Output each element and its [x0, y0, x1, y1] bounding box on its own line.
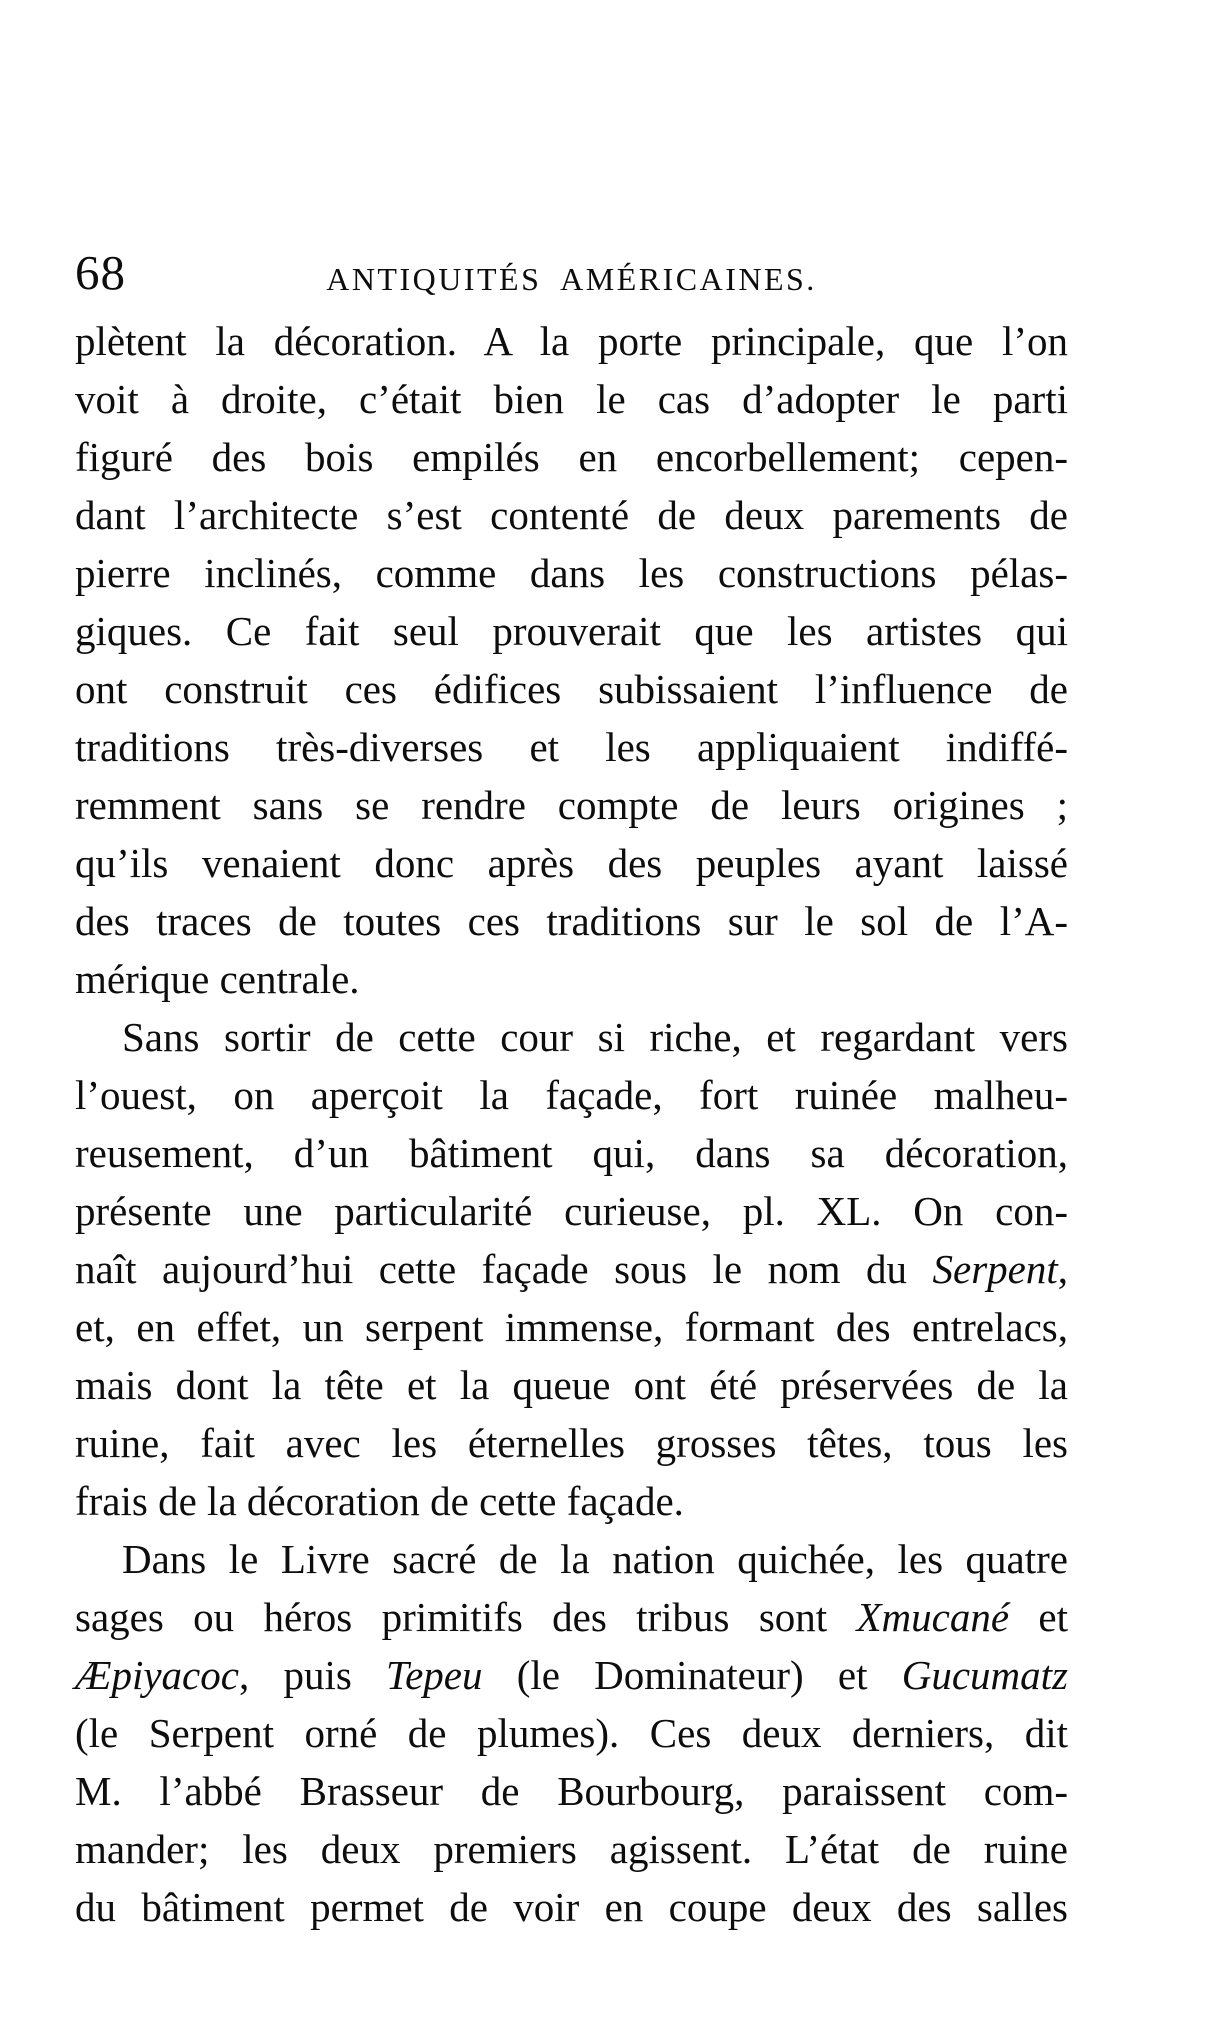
text-line: [75, 660, 1068, 718]
text-segment: figuré des bois empilés en encorbellement; cepen-: [75, 434, 1068, 480]
italic-term: Tepeu: [386, 1652, 483, 1698]
text-line: [75, 1472, 1068, 1530]
text-line: [75, 370, 1068, 428]
text-segment: du bâtiment permet de voir en coupe deux des salles: [75, 1884, 1068, 1930]
text-segment: sages ou héros primitifs des tribus sont: [75, 1594, 857, 1640]
text-line: [75, 1008, 1068, 1066]
text-line: [75, 1182, 1068, 1240]
text-segment: (le Dominateur) et: [482, 1652, 902, 1698]
text-line: [75, 1820, 1068, 1878]
text-segment: frais de la décoration de cette façade.: [75, 1478, 684, 1524]
running-header-title: ANTIQUITÉS AMÉRICAINES.: [326, 261, 817, 297]
text-segment: ruine, fait avec les éternelles grosses têtes, tous les: [75, 1420, 1068, 1466]
text-segment: pierre inclinés, comme dans les constructions pélas-: [75, 550, 1068, 596]
text-line: [75, 1646, 1068, 1704]
text-segment: Dans le Livre sacré de la nation quichée, les quatre: [122, 1536, 1068, 1582]
text-segment: remment sans se rendre compte de leurs origines ;: [75, 782, 1068, 828]
text-segment: et: [1009, 1594, 1068, 1640]
text-line: [75, 1356, 1068, 1414]
text-segment: giques. Ce fait seul prouverait que les artistes qui: [75, 608, 1068, 654]
text-line: [75, 1530, 1068, 1588]
text-line: [75, 1762, 1068, 1820]
page-body-text: [75, 312, 1068, 1936]
text-line: [75, 1704, 1068, 1762]
text-line: [75, 1298, 1068, 1356]
text-segment: M. l’abbé Brasseur de Bourbourg, paraissent com-: [75, 1768, 1068, 1814]
text-line: [75, 834, 1068, 892]
italic-term: Gucumatz: [901, 1652, 1068, 1698]
text-segment: mérique centrale.: [75, 956, 360, 1002]
text-line: [75, 1240, 1068, 1298]
text-segment: dant l’architecte s’est contenté de deux parements de: [75, 492, 1068, 538]
text-line: [75, 776, 1068, 834]
text-line: [75, 1878, 1068, 1936]
text-line: [75, 544, 1068, 602]
italic-term: Æpiyacoc: [75, 1652, 239, 1698]
text-segment: ,: [1057, 1246, 1068, 1292]
page-number: 68: [75, 245, 126, 300]
text-line: [75, 1066, 1068, 1124]
text-segment: mais dont la tête et la queue ont été préservées de la: [75, 1362, 1068, 1408]
text-segment: l’ouest, on aperçoit la façade, fort ruinée malheu-: [75, 1072, 1068, 1118]
text-segment: reusement, d’un bâtiment qui, dans sa décoration,: [75, 1130, 1068, 1176]
text-segment: mander; les deux premiers agissent. L’état de ruine: [75, 1826, 1068, 1872]
italic-term: Serpent: [932, 1246, 1058, 1292]
text-line: [75, 1124, 1068, 1182]
text-segment: et, en effet, un serpent immense, formant des entrelacs,: [75, 1304, 1068, 1350]
text-segment: plètent la décoration. A la porte principale, que l’on: [75, 318, 1068, 364]
text-line: [75, 428, 1068, 486]
italic-term: Xmucané: [856, 1594, 1010, 1640]
text-segment: qu’ils venaient donc après des peuples ayant laissé: [75, 840, 1068, 886]
text-segment: naît aujourd’hui cette façade sous le nom du: [75, 1246, 933, 1292]
text-line: [75, 1414, 1068, 1472]
text-line: [75, 486, 1068, 544]
text-line: [75, 892, 1068, 950]
text-segment: ont construit ces édifices subissaient l’influence de: [75, 666, 1068, 712]
text-line: [75, 950, 1068, 1008]
text-line: [75, 1588, 1068, 1646]
text-segment: présente une particularité curieuse, pl. XL. On con-: [75, 1188, 1068, 1234]
text-segment: traditions très-diverses et les appliquaient indiffé-: [75, 724, 1068, 770]
text-line: [75, 312, 1068, 370]
text-line: [75, 602, 1068, 660]
text-segment: (le Serpent orné de plumes). Ces deux derniers, dit: [75, 1710, 1068, 1756]
text-segment: voit à droite, c’était bien le cas d’adopter le parti: [75, 376, 1068, 422]
text-segment: , puis: [238, 1652, 387, 1698]
text-segment: Sans sortir de cette cour si riche, et regardant vers: [122, 1014, 1068, 1060]
text-line: [75, 718, 1068, 776]
text-segment: des traces de toutes ces traditions sur le sol de l’A-: [75, 898, 1068, 944]
